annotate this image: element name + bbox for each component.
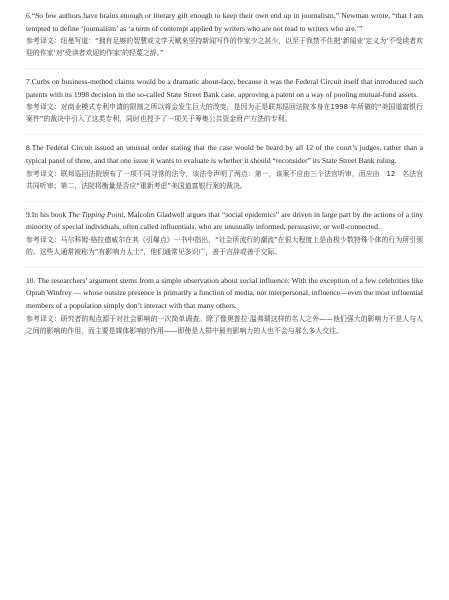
sentence-6 <box>26 10 423 59</box>
english-text: 6.“So few authors have brains enough or literary gift enough to keep their own end up in journalism,” Newman wrote, “that I am tempted to define ‘journalism’ as ‘a term of contempt applied by writers who are not read to writers who are.’” <box>26 11 423 33</box>
sentence-8 <box>26 142 423 191</box>
chinese-translation: 参考译文：研究者的观点源于对社会影响的一次简单调查。除了像奥普拉·温弗瑞这样的名人之外——他们强大的影响力不是人与人之间的影响的作用，而主要是媒体影响的作用——即使是人群中最有影响力的人也不会与那么多人交往。 <box>26 314 423 335</box>
chinese-translation: 参考译文：联邦巡回法院颁布了一项不同寻常的法令，该法令声明了两点：第一，该案不应由三个法官听审，而应由 12 名法官共同听审；第二，法院将衡量是否应“重新考虑”美国道富银行案的裁决。 <box>26 169 423 190</box>
english-text: 10. The researchers’ argument stems from a simple observation about social influence: With the exception of a few celebrities like Oprah Winfrey — whose outsize presence is primarily a function of media, not interpersonal, influence—even the most influential members of a population simply don’t interact with that many others. <box>26 275 423 310</box>
sentence-7 <box>26 76 423 125</box>
english-text-rest: , Malcolm Gladwell argues that “social epidemics” are driven in large part by the actions of a tiny minority of special individuals, often called influentials, who are unusually informed, persuasive, or well-connected. <box>26 209 424 232</box>
english-text <box>26 209 423 234</box>
chinese-translation: 参考译文：马尔科姆·格拉德威尔在其《引爆点》一书中指出，“社会所流行的潮流”在很大程度上是由极少数特殊个体的行为所引领的。这些人通常被称为“有影响力人士”，他们通常见多识广，善于言辞或善于交际。 <box>26 235 423 256</box>
divider <box>26 201 423 202</box>
chinese-translation: 参考译文：对商业模式专利申请的限制之所以将会发生巨大的改变，是因为正是联邦巡回法院本身在1998 年所做的“美国道富银行案件”的裁决中引入了这类专利，同时也授予了一项关于筹集公共资金财产方法的专利。 <box>26 103 423 124</box>
chinese-translation: 参考译文：纽曼写道：“拥有足够的智慧或文学天赋来坚持新闻写作的作家少之甚少，以至于我禁不住把‘新闻业’定义为‘不受读者欢迎的作家’对‘受读者欢迎的作家’的轻蔑之辞。” <box>26 37 423 58</box>
book-title: The Tipping Point <box>68 209 124 219</box>
english-text: 8.The Federal Circuit issued an unusual order stating that the case would be heard by all 12 of the court’s judges, rather than a typical panel of three, and that one issue it wants to evaluate is whether it should “reconsider” its State Street Bank ruling. <box>26 143 423 165</box>
sentence-10 <box>26 275 423 337</box>
divider <box>26 134 423 135</box>
english-text-lead: 9.In his book <box>26 209 69 219</box>
divider <box>26 68 423 69</box>
divider <box>26 267 423 268</box>
sentence-9 <box>26 209 423 258</box>
english-text: 7.Curbs on business-method claims would be a dramatic about-face, because it was the Federal Circuit itself that introduced such patents with its 1998 decision in the so-called State Street Bank case, approving a patent on a way of pooling mutual-fund assets. <box>26 77 423 99</box>
